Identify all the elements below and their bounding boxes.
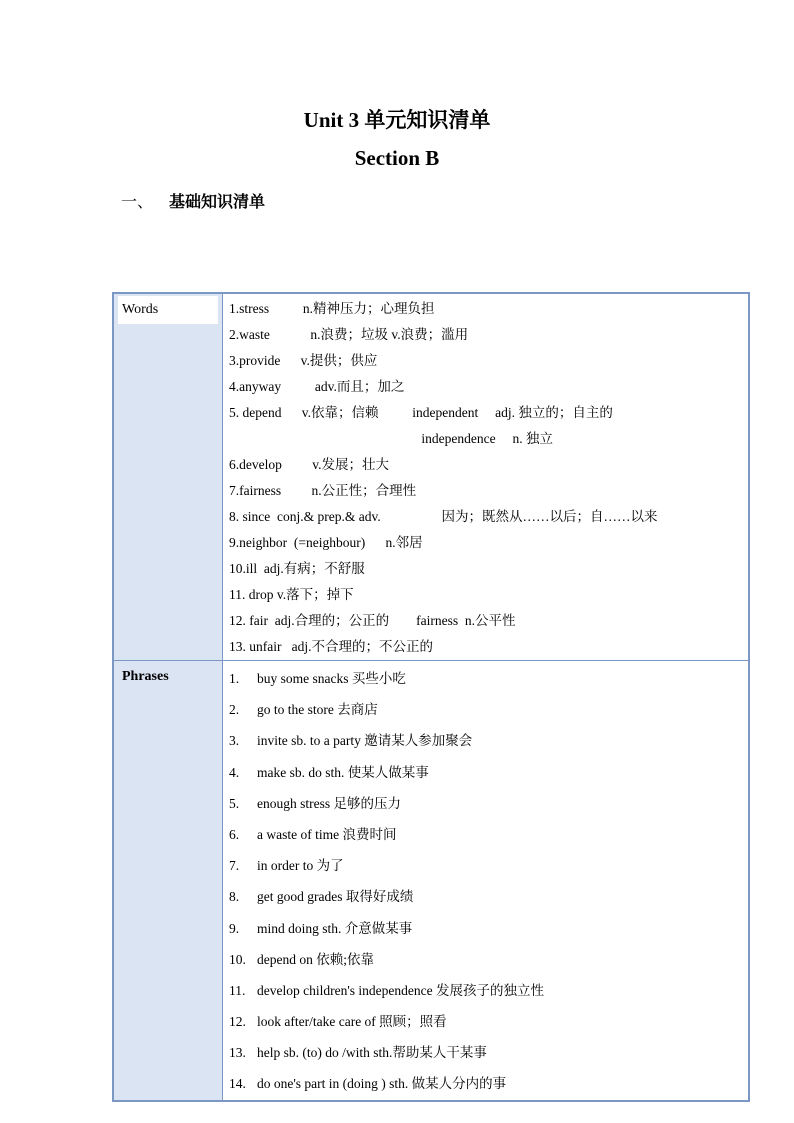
phrase-number: 4. bbox=[229, 764, 240, 780]
phrase-number: 3. bbox=[229, 733, 240, 749]
phrase-entry bbox=[223, 757, 748, 788]
phrase-number: 8. bbox=[229, 889, 240, 905]
phrase-text: invite sb. to a party 邀请某人参加聚会 bbox=[257, 733, 473, 749]
phrase-text: look after/take care of 照顾；照看 bbox=[257, 1014, 447, 1030]
phrase-text: develop children's independence 发展孩子的独立性 bbox=[257, 982, 544, 998]
word-entry: 10.ill adj.有病；不舒服 bbox=[229, 561, 365, 576]
knowledge-table bbox=[112, 292, 750, 1102]
phrase-number: 12. bbox=[229, 1014, 246, 1030]
word-entry: 7.fairness n.公正性；合理性 bbox=[229, 483, 417, 498]
section-number: 一、 bbox=[121, 192, 154, 211]
phrase-number: 9. bbox=[229, 920, 240, 936]
phrase-entry bbox=[223, 881, 748, 912]
phrase-entry bbox=[223, 663, 748, 694]
phrase-number: 14. bbox=[229, 1076, 246, 1092]
phrase-entry bbox=[223, 694, 748, 725]
word-entry: 5. depend v.依靠；信赖 independent adj. 独立的；自主的 bbox=[229, 405, 613, 420]
phrase-text: enough stress 足够的压力 bbox=[257, 795, 401, 811]
phrase-entry bbox=[223, 819, 748, 850]
phrase-number: 11. bbox=[229, 982, 246, 998]
phrase-text: in order to 为了 bbox=[257, 858, 344, 874]
phrases-list bbox=[223, 663, 748, 1100]
phrase-entry bbox=[223, 975, 748, 1006]
phrase-text: do one's part in (doing ) sth. 做某人分内的事 bbox=[257, 1076, 507, 1092]
word-entry: 6.develop v.发展；壮大 bbox=[229, 457, 389, 472]
phrase-text: help sb. (to) do /with sth.帮助某人干某事 bbox=[257, 1045, 487, 1061]
phrase-entry bbox=[223, 850, 748, 881]
phrase-text: go to the store 去商店 bbox=[257, 702, 378, 718]
phrases-row bbox=[113, 661, 749, 1101]
word-entry: 9.neighbor (=neighbour) n.邻居 bbox=[229, 535, 423, 550]
page-title: Unit 3 单元知识清单 bbox=[303, 108, 491, 132]
phrase-entry bbox=[223, 1068, 748, 1099]
words-row bbox=[113, 293, 749, 661]
word-entry: independence n. 独立 bbox=[229, 431, 553, 446]
phrase-text: make sb. do sth. 使某人做某事 bbox=[257, 764, 429, 780]
word-entry: 13. unfair adj.不合理的；不公正的 bbox=[229, 639, 433, 654]
phrase-number: 5. bbox=[229, 795, 240, 811]
words-label: Words bbox=[118, 296, 218, 324]
phrase-number: 6. bbox=[229, 826, 240, 842]
phrases-label: Phrases bbox=[122, 669, 169, 684]
phrase-number: 2. bbox=[229, 702, 240, 718]
page-subtitle: Section B bbox=[354, 146, 440, 170]
phrase-text: depend on 依赖;依靠 bbox=[257, 951, 374, 967]
phrase-entry bbox=[223, 913, 748, 944]
section-title: 基础知识清单 bbox=[169, 192, 266, 211]
phrase-entry bbox=[223, 944, 748, 975]
phrase-entry bbox=[223, 788, 748, 819]
word-entry: 3.provide v.提供；供应 bbox=[229, 353, 378, 368]
phrase-text: buy some snacks 买些小吃 bbox=[257, 671, 406, 686]
word-entry: 4.anyway adv.而且；加之 bbox=[229, 379, 405, 394]
phrase-number: 7. bbox=[229, 858, 240, 874]
phrases-label-cell bbox=[113, 661, 223, 1101]
phrase-entry bbox=[223, 1037, 748, 1068]
phrase-text: a waste of time 浪费时间 bbox=[257, 826, 397, 842]
phrase-number: 10. bbox=[229, 951, 246, 967]
words-label-cell bbox=[113, 293, 223, 661]
section-heading bbox=[121, 189, 265, 212]
word-entry: 2.waste n.浪费；垃圾 v.浪费；滥用 bbox=[229, 327, 469, 342]
words-content-cell bbox=[223, 293, 750, 661]
phrase-number: 13. bbox=[229, 1045, 246, 1061]
word-entry: 1.stress n.精神压力；心理负担 bbox=[229, 301, 435, 316]
phrases-content-cell bbox=[223, 661, 750, 1101]
phrase-number: 1. bbox=[229, 671, 240, 686]
word-entry: 11. drop v.落下；掉下 bbox=[229, 587, 354, 602]
phrase-entry bbox=[223, 725, 748, 756]
phrase-entry bbox=[223, 1006, 748, 1037]
phrase-text: get good grades 取得好成绩 bbox=[257, 889, 414, 905]
phrase-text: mind doing sth. 介意做某事 bbox=[257, 920, 413, 936]
word-entry: 8. since conj.& prep.& adv. 因为；既然从……以后；自……以来 bbox=[229, 509, 658, 524]
words-list bbox=[223, 296, 748, 660]
word-entry: 12. fair adj.合理的；公正的 fairness n.公平性 bbox=[229, 613, 516, 628]
